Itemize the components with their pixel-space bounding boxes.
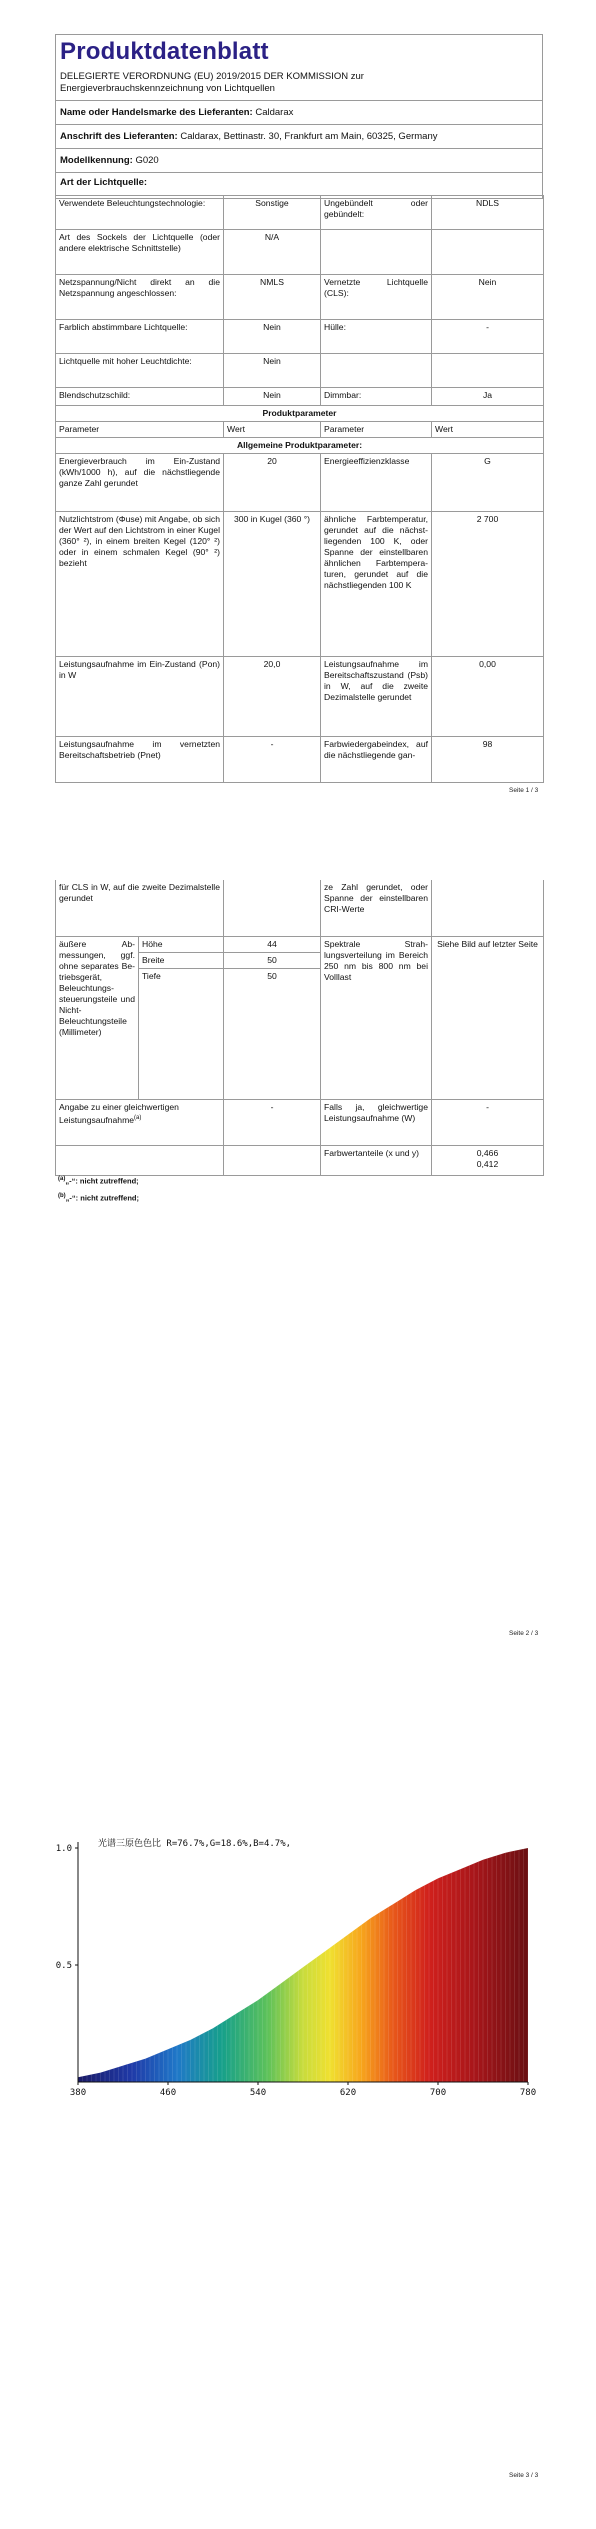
param-label: Energieeffizienzklasse [321,454,432,512]
x-tick-label: 780 [519,2088,537,2098]
param-value [432,354,544,388]
param-label: ze Zahl gerundet, oder Spanne der einstellbaren CRI-Werte [321,880,432,936]
footnote-mark: (b) [58,1193,66,1199]
param-label: Energieverbrauch im Ein-Zustand (kWh/1000 h), auf die nächstliegende ganze Zahl gerundet [56,454,224,512]
param-value: N/A [224,230,321,275]
table-row [56,454,544,512]
spectral-label: Spektrale Strahlungsverteilung im Bereich 250 nm bis 800 nm bei Volllast [321,936,432,1099]
footnote-text: „-“: nicht zutreffend; [65,1193,139,1203]
continued-table [55,880,544,1176]
column-header: Wert [432,422,544,438]
table-row [56,388,544,406]
supplier-name-label: Name oder Handelsmarke des Lieferanten: [60,107,253,118]
y-tick-label: 0.5 [55,1961,72,1971]
divider [55,148,543,149]
column-header: Parameter [56,422,224,438]
table-row [56,230,544,275]
regulation-line-1: DELEGIERTE VERORDNUNG (EU) 2019/2015 DER KOMMISSION zur [60,71,364,82]
footnote-text: „-“: nicht zutreffend; [65,1176,139,1186]
table-header-row [56,422,544,438]
param-value: 2 700 [432,512,544,657]
column-header: Parameter [321,422,432,438]
table-row [56,438,544,454]
param-value: Ja [432,388,544,406]
supplier-address: Caldarax, Bettinastr. 30, Frankfurt am Main, 60325, Germany [180,131,438,142]
footnote-b [58,1193,139,1203]
supplier-name-row [60,107,293,119]
light-source-type-label: Art der Lichtquelle: [60,177,148,188]
model-label: Modellkennung: [60,155,133,166]
dimension-name: Tiefe [139,968,224,1099]
divider [55,124,543,125]
param-label: Vernetzte Lichtquelle (CLS): [321,275,432,320]
supplier-name: Caldarax [255,107,294,118]
light-source-table [55,195,544,783]
divider [55,100,543,101]
x-tick-label: 380 [69,2088,87,2098]
x-tick-label: 460 [159,2088,177,2098]
table-row [56,354,544,388]
spectral-value: Siehe Bild auf letzter Seite [432,936,544,1099]
param-value: Sonstige [224,196,321,230]
param-label: Blendschutzschild: [56,388,224,406]
param-value: 98 [432,737,544,783]
param-value: 20 [224,454,321,512]
column-header: Wert [224,422,321,438]
param-label: Leistungsaufnahme im Ein-Zustand (Pon) in W [56,657,224,737]
param-label: Farbwiedergabeindex, auf die nächstliegende gan- [321,737,432,783]
param-label: Leistungsaufnahme im Bereitschaftszustand (Psb) in W, auf die zweite Dezimalstelle gerundet [321,657,432,737]
table-row [56,196,544,230]
spectrum-chart [0,1820,596,2110]
x-tick-label: 540 [249,2088,267,2098]
table-row [56,936,544,952]
param-value: NDLS [432,196,544,230]
param-label: ähnliche Farbtemperatur, gerundet auf die nächstliegenden 100 K, oder Spanne der einstellbaren ähnlichen Farbtemperaturen, gerundet auf die nächstliegenden 100 K [321,512,432,657]
section-heading: Allgemeine Produktparameter: [56,438,544,454]
param-value: - [432,1099,544,1145]
dimension-value: 44 [224,936,321,952]
footnote-mark: (a) [58,1176,66,1182]
param-label [321,354,432,388]
chroma-x: 0,466 [476,1147,499,1158]
param-value [432,230,544,275]
param-label: Farbwertanteile (x und y) [321,1145,432,1175]
param-label [56,1145,224,1175]
regulation-line-2: Energieverbrauchskennzeichnung von Lichtquellen [60,83,275,94]
page-number: Seite 3 / 3 [509,2472,539,2479]
param-value [224,1145,321,1175]
param-value: 300 in Kugel (360 °) [224,512,321,657]
table-row [56,512,544,657]
chart-title: 光谱三原色色比 R=76.7%,G=18.6%,B=4.7%, [98,1839,292,1849]
param-value: Nein [224,354,321,388]
param-label: Lichtquelle mit hoher Leuchtdichte: [56,354,224,388]
param-value: 20,0 [224,657,321,737]
param-value: 0,00 [432,657,544,737]
table-row [56,1099,544,1145]
table-row [56,320,544,354]
param-value: Nein [224,320,321,354]
section-heading: Produktparameter [56,406,544,422]
model-row [60,155,159,167]
param-label: Nutzlichtstrom (Φuse) mit Angabe, ob sich der Wert auf den Lichtstrom in einer Kugel (360° ²), in einem breiten Kegel (120° ²) oder in einem schmalen Kegel (90° ²) bezieht [56,512,224,657]
param-label [56,1099,224,1145]
dimension-value: 50 [224,952,321,968]
param-label: Art des Sockels der Lichtquelle (oder andere elektrische Schnittstelle) [56,230,224,275]
equiv-label: Angabe zu einer gleichwertigen Leistungsaufnahme [59,1101,179,1125]
param-label: Verwendete Beleuchtungstechnologie: [56,196,224,230]
model-value: G020 [135,155,159,166]
table-row [56,880,544,936]
param-label: Hülle: [321,320,432,354]
chroma-y: 0,412 [476,1158,499,1169]
table-row [56,1145,544,1175]
param-label: Netzspannung/Nicht direkt an die Netzspannung angeschlossen: [56,275,224,320]
dimension-value: 50 [224,968,321,1099]
param-label: Ungebündelt oder gebündelt: [321,196,432,230]
page-number: Seite 2 / 3 [509,1630,539,1637]
param-value [432,1145,544,1175]
param-label: Leistungsaufnahme im vernetzten Bereitschaftsbetrieb (Pnet) [56,737,224,783]
footnote-ref: (a) [134,1114,142,1121]
param-label [321,230,432,275]
table-row [56,657,544,737]
dimension-name: Höhe [139,936,224,952]
param-label: für CLS in W, auf die zweite Dezimalstelle gerundet [56,880,224,936]
table-row [56,275,544,320]
param-value: Nein [224,388,321,406]
footnote-a [58,1176,139,1186]
page-number: Seite 1 / 3 [509,787,539,794]
y-tick-label: 1.0 [55,1844,72,1854]
supplier-address-label: Anschrift des Lieferanten: [60,131,178,142]
dimensions-label: äußere Abmessungen, ggf. ohne separates Betriebsgerät, Beleuchtungssteuerungsteile und Nicht-Beleuchtungsteile (Millimeter) [56,936,139,1099]
table-row [56,737,544,783]
divider [55,172,543,173]
param-value: Nein [432,275,544,320]
x-tick-label: 700 [429,2088,447,2098]
param-label: Dimmbar: [321,388,432,406]
page-title: Produktdatenblatt [60,38,269,65]
param-value: - [224,737,321,783]
param-value [432,880,544,936]
param-value: G [432,454,544,512]
param-label: Farblich abstimmbare Lichtquelle: [56,320,224,354]
param-value: - [224,1099,321,1145]
param-value [224,880,321,936]
supplier-address-row [60,131,438,143]
param-label: Falls ja, gleichwertige Leistungsaufnahme (W) [321,1099,432,1145]
x-tick-label: 620 [339,2088,357,2098]
dimension-name: Breite [139,952,224,968]
param-value: NMLS [224,275,321,320]
table-row [56,406,544,422]
param-value: - [432,320,544,354]
